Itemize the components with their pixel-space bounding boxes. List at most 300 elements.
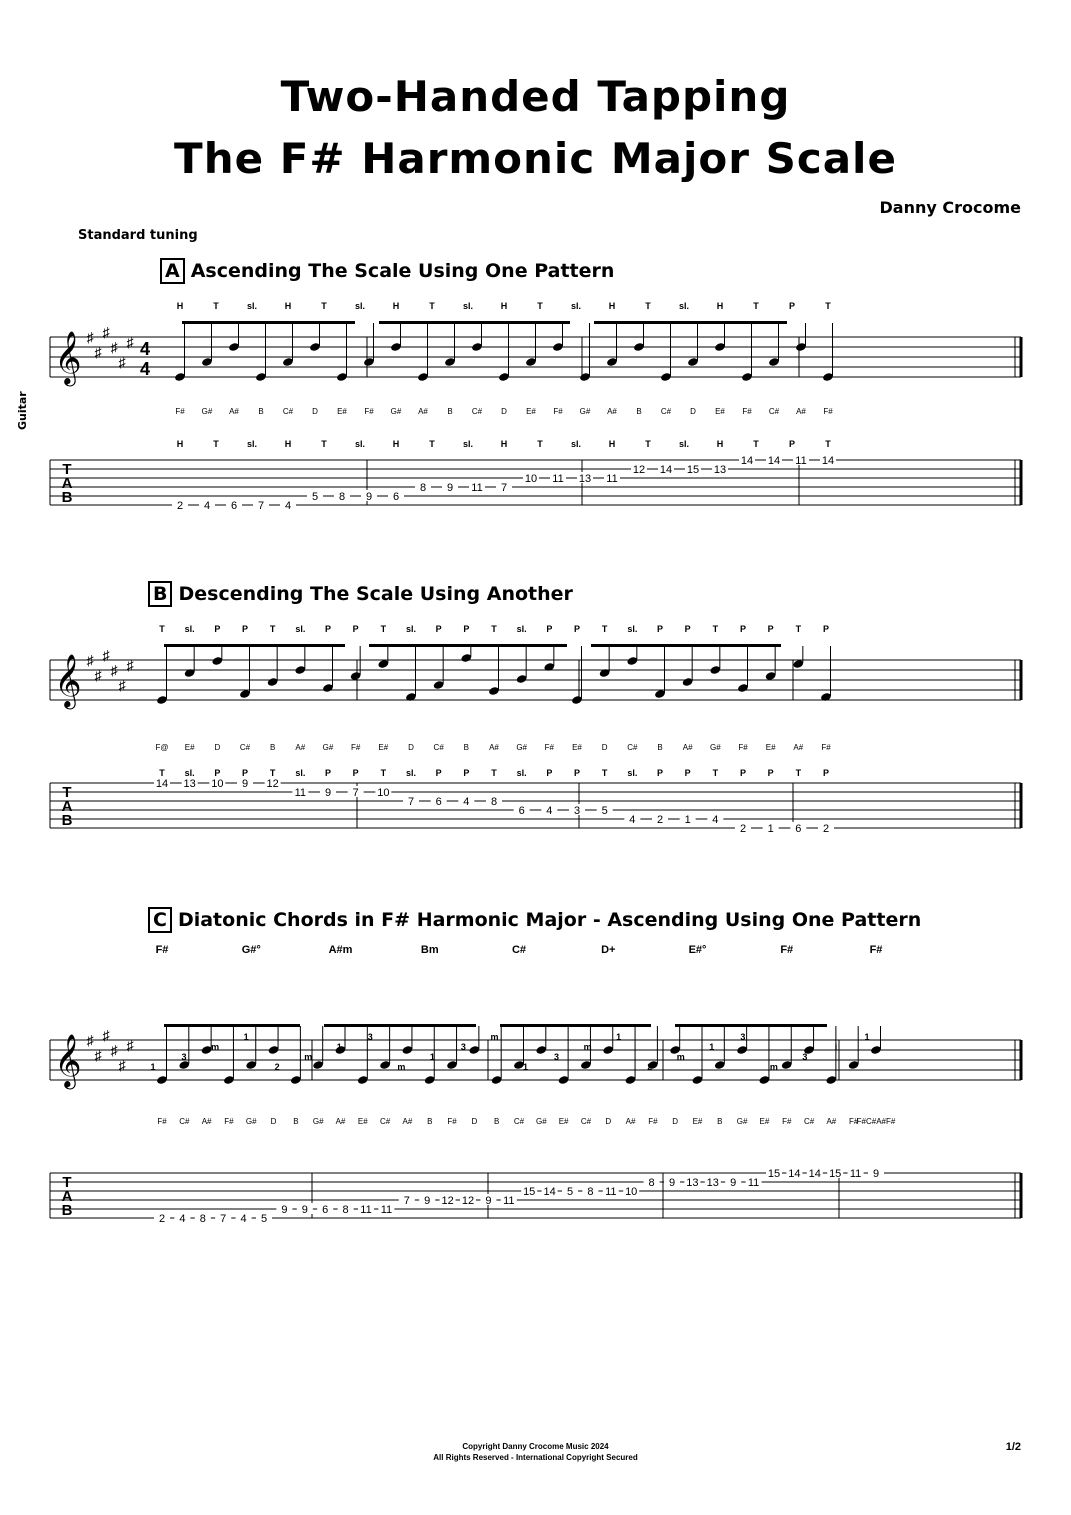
technique-mark: T (645, 439, 651, 449)
treble-clef-icon: 𝄞 (54, 654, 82, 706)
tab-number: 6 (322, 1204, 329, 1216)
tab-number: 9 (241, 778, 249, 790)
note-name: F# (821, 743, 831, 752)
tab-number: 4 (546, 805, 553, 817)
tab-number: 10 (625, 1186, 638, 1198)
tab-number: 5 (566, 1186, 574, 1198)
technique-mark: sl. (516, 768, 527, 778)
note-name: G# (579, 407, 591, 416)
note-name: B (447, 407, 453, 416)
technique-mark-staff: P (739, 624, 747, 634)
fingering: 3 (802, 1052, 808, 1062)
technique-mark-staff: T (601, 624, 608, 634)
beam (500, 1024, 651, 1027)
technique-mark-staff: sl. (295, 624, 306, 634)
tuning: Standard tuning (78, 228, 198, 243)
instrument-label: Guitar (16, 391, 29, 430)
tab-number: 12 (441, 1195, 454, 1207)
note-name: C# (660, 407, 672, 416)
technique-mark: H (284, 439, 292, 449)
note-name: B (269, 743, 276, 752)
chord-name: F# (155, 944, 169, 956)
time-signature-bottom: 4 (139, 359, 151, 379)
technique-mark: sl. (184, 768, 195, 778)
tab-number: 4 (463, 796, 470, 808)
technique-mark: H (608, 439, 616, 449)
tab-number: 8 (648, 1177, 655, 1189)
note-name: G# (312, 1117, 324, 1126)
technique-mark-staff: T (753, 301, 759, 311)
note-name: A# (682, 743, 693, 752)
sharp-icon: ♯ (86, 329, 94, 345)
note-name: F# (175, 407, 185, 416)
note-name: G# (390, 407, 402, 416)
note-name: D (471, 1117, 478, 1126)
note-name: B (636, 407, 642, 416)
technique-mark: P (352, 768, 359, 778)
tab-number: 11 (605, 1186, 617, 1198)
note-name: E# (337, 407, 347, 416)
technique-mark-staff: H (716, 301, 724, 311)
note-name: G# (535, 1117, 547, 1126)
chord-name: A#m (328, 944, 353, 956)
technique-mark: sl. (246, 439, 258, 449)
note-name: F@ (155, 743, 169, 752)
fingering: 1 (709, 1042, 715, 1052)
note-name: C# (627, 743, 638, 752)
tab-number: 9 (668, 1177, 676, 1189)
tab-number: 8 (338, 491, 346, 503)
technique-mark-staff: sl. (516, 624, 527, 634)
chord-name: C# (511, 944, 527, 956)
tab-number: 8 (342, 1204, 349, 1216)
technique-mark: H (716, 439, 724, 449)
tab-number: 7 (407, 796, 415, 808)
note-name: B (427, 1117, 433, 1126)
note-name: A# (229, 407, 239, 416)
tab-number: 11 (360, 1204, 372, 1216)
fingering: m (769, 1062, 778, 1072)
copyright-block (0, 1441, 1071, 1463)
tab-number: 4 (284, 500, 292, 512)
sharp-icon: ♯ (102, 324, 110, 340)
tab-number: 14 (740, 455, 754, 467)
beam (675, 1024, 827, 1027)
technique-mark-staff: T (795, 624, 802, 634)
fingering: 1 (523, 1062, 529, 1072)
sharp-icon: ♯ (110, 1042, 118, 1058)
sharp-icon: ♯ (110, 662, 118, 678)
fingering: m (583, 1042, 592, 1052)
technique-mark-staff: P (352, 624, 359, 634)
note-name: E# (378, 743, 389, 752)
technique-mark-staff: H (176, 301, 184, 311)
technique-mark: P (822, 768, 830, 778)
fingering: 2 (647, 1062, 653, 1072)
fingering: 1 (429, 1052, 435, 1062)
note-name: A# (607, 407, 617, 416)
technique-mark-staff: P (241, 624, 249, 634)
note-name: F# (648, 1117, 658, 1126)
sharp-icon: ♯ (118, 1057, 126, 1073)
technique-mark-staff: P (435, 624, 442, 634)
note-name: E# (184, 743, 195, 752)
tab-number: 8 (419, 482, 427, 494)
technique-mark-staff: P (546, 624, 553, 634)
tab-number: 2 (822, 823, 830, 835)
sharp-icon: ♯ (94, 1047, 102, 1063)
note-name: G# (245, 1117, 257, 1126)
fingering: 1 (616, 1032, 622, 1042)
fingering: 3 (554, 1052, 560, 1062)
technique-mark: T (753, 439, 759, 449)
treble-clef-icon: 𝄞 (54, 1034, 82, 1086)
note-name: C# (179, 1117, 190, 1126)
note-name: E# (715, 407, 725, 416)
note-name: D (601, 743, 608, 752)
tab-number: 6 (435, 796, 442, 808)
note-name: F# (823, 407, 833, 416)
tab-number: 11 (606, 473, 618, 485)
note-name: G# (736, 1117, 748, 1126)
technique-mark: T (491, 768, 497, 778)
tab-clef-b: B (61, 489, 73, 506)
note-name: G# (322, 743, 334, 752)
note-name: F#C#A#F# (856, 1117, 896, 1126)
fingering: i (834, 1042, 838, 1052)
tab-clef-t: T (62, 461, 72, 478)
tab-number: 1 (684, 814, 691, 826)
time-signature-top: 4 (139, 339, 151, 359)
technique-mark-staff: P (656, 624, 664, 634)
note-name: C# (803, 1117, 815, 1126)
sharp-icon: ♯ (118, 677, 126, 693)
tab-number: 2 (158, 1213, 166, 1225)
section-b-title: Descending The Scale Using Another (178, 583, 573, 605)
technique-mark: T (159, 768, 165, 778)
tab-number: 14 (788, 1168, 801, 1180)
tab-number: 1 (767, 823, 774, 835)
note-name: A# (489, 743, 499, 752)
technique-mark: sl. (570, 439, 582, 449)
section-a-title: Ascending The Scale Using One Pattern (190, 260, 615, 282)
technique-mark: H (176, 439, 184, 449)
tab-number: 8 (587, 1186, 594, 1198)
note-name: E# (765, 743, 776, 752)
tab-number: 9 (485, 1195, 492, 1207)
technique-mark: P (656, 768, 664, 778)
note-name: F# (553, 407, 563, 416)
note-name: A# (418, 407, 428, 416)
note-name: F# (224, 1117, 234, 1126)
note-name: A# (201, 1117, 212, 1126)
sharp-icon: ♯ (86, 652, 94, 668)
tab-number: 7 (220, 1213, 227, 1225)
tab-number: 15 (686, 464, 700, 476)
sharp-icon: ♯ (94, 667, 102, 683)
tab-number: 8 (490, 796, 498, 808)
technique-mark-staff: T (537, 301, 543, 311)
tab-clef-t: T (62, 1174, 72, 1191)
technique-mark: T (601, 768, 608, 778)
beam (164, 644, 345, 647)
technique-mark-staff: H (392, 301, 400, 311)
technique-mark: P (684, 768, 691, 778)
chord-name: F# (869, 944, 883, 956)
technique-mark-staff: P (788, 301, 796, 311)
fingering: m (304, 1052, 313, 1062)
note-name: E# (357, 1117, 368, 1126)
note-name: B (657, 743, 663, 752)
beam (369, 644, 567, 647)
fingering: 3 (740, 1032, 746, 1042)
technique-mark: T (269, 768, 276, 778)
system-c (50, 944, 1021, 1225)
note-name: E# (572, 743, 582, 752)
note-name: B (494, 1117, 500, 1126)
tab-number: 8 (199, 1213, 206, 1225)
tab-number: 14 (808, 1168, 821, 1180)
tab-number: 10 (211, 778, 224, 790)
tab-clef-t: T (62, 784, 72, 801)
fingering: 3 (460, 1042, 466, 1052)
tab-number: 13 (713, 464, 727, 476)
technique-mark-staff: T (159, 624, 165, 634)
rights-line: All Rights Reserved - International Copyright Secured (433, 1453, 638, 1462)
sharp-icon: ♯ (126, 334, 134, 350)
tab-number: 13 (686, 1177, 699, 1189)
technique-mark: T (321, 439, 327, 449)
technique-mark-staff: P (822, 624, 830, 634)
tab-clef-a: A (61, 798, 73, 815)
technique-mark: H (500, 439, 508, 449)
sharp-icon: ♯ (126, 1037, 134, 1053)
note-name: F# (849, 1117, 859, 1126)
note-name: C# (282, 407, 294, 416)
treble-clef-icon: 𝄞 (54, 331, 82, 383)
system-a (50, 301, 1021, 512)
technique-mark-staff: P (324, 624, 332, 634)
beam (591, 644, 781, 647)
beam (324, 1024, 476, 1027)
note-name: A# (402, 1117, 413, 1126)
note-name: E# (526, 407, 536, 416)
tab-number: 11 (503, 1195, 515, 1207)
technique-mark: P (324, 768, 332, 778)
technique-mark-staff: T (213, 301, 219, 311)
tab-number: 13 (578, 473, 592, 485)
tab-number: 6 (392, 491, 400, 503)
tab-number: 7 (403, 1195, 410, 1207)
tab-number: 12 (632, 464, 646, 476)
note-name: G# (201, 407, 213, 416)
technique-mark-staff: T (825, 301, 831, 311)
beam (182, 321, 355, 324)
technique-mark: P (767, 768, 774, 778)
tab-number: 5 (311, 491, 319, 503)
tab-number: 9 (424, 1195, 431, 1207)
technique-mark-staff: T (429, 301, 435, 311)
technique-mark-staff: P (767, 624, 774, 634)
tab-number: 4 (203, 500, 211, 512)
tab-number: 9 (281, 1204, 288, 1216)
sharp-icon: ♯ (102, 647, 110, 663)
tab-number: 5 (601, 805, 608, 817)
note-name: A# (796, 407, 806, 416)
technique-mark-staff: P (684, 624, 691, 634)
technique-mark: P (546, 768, 553, 778)
chord-name: G#° (241, 944, 261, 956)
section-a-letter: A (160, 258, 185, 284)
technique-mark: P (435, 768, 442, 778)
technique-mark-staff: sl. (405, 624, 417, 634)
note-name: D (270, 1117, 277, 1126)
technique-mark-staff: sl. (570, 301, 582, 311)
tab-number: 11 (552, 473, 564, 485)
note-name: G# (709, 743, 721, 752)
technique-mark: H (392, 439, 400, 449)
technique-mark-staff: P (214, 624, 221, 634)
tab-number: 4 (629, 814, 636, 826)
technique-mark: P (241, 768, 249, 778)
tab-number: 3 (573, 805, 581, 817)
tab-number: 14 (821, 455, 835, 467)
note-name: C# (239, 743, 251, 752)
tab-number: 15 (829, 1168, 842, 1180)
note-name: B (463, 743, 470, 752)
sharp-icon: ♯ (86, 1032, 94, 1048)
tab-number: 13 (706, 1177, 719, 1189)
tab-number: 2 (656, 814, 664, 826)
note-name: D (501, 407, 507, 416)
technique-mark: sl. (405, 768, 417, 778)
technique-mark-staff: P (463, 624, 470, 634)
tab-number: 11 (795, 455, 807, 467)
tab-number: 11 (849, 1168, 862, 1180)
tab-number: 14 (543, 1186, 556, 1198)
section-c-letter: C (148, 907, 172, 933)
tab-number: 2 (739, 823, 747, 835)
tab-clef-b: B (61, 1202, 73, 1219)
technique-mark-staff: T (491, 624, 497, 634)
tab-number: 9 (365, 491, 373, 503)
chord-name: D+ (601, 944, 616, 956)
tab-number: 11 (747, 1177, 760, 1189)
title-line-2: The F# Harmonic Major Scale (174, 134, 897, 183)
note-name: F# (738, 743, 748, 752)
chord-name: F# (780, 944, 794, 956)
note-name: E# (692, 1117, 703, 1126)
note-name: C# (433, 743, 444, 752)
technique-mark: T (213, 439, 219, 449)
sharp-icon: ♯ (126, 657, 134, 673)
technique-mark-staff: H (284, 301, 292, 311)
fingering: 1 (243, 1032, 249, 1042)
technique-mark-staff: H (500, 301, 508, 311)
system-b (50, 624, 1021, 835)
technique-mark-staff: sl. (627, 624, 638, 634)
fingering: 1 (336, 1042, 342, 1052)
section-b-letter: B (148, 581, 172, 607)
tab-number: 4 (240, 1213, 247, 1225)
note-name: A# (826, 1117, 837, 1126)
fingering: 1 (864, 1032, 870, 1042)
tab-number: 11 (471, 482, 483, 494)
note-name: C# (580, 1117, 592, 1126)
tab-number: 14 (155, 778, 169, 790)
tab-number: 10 (524, 473, 538, 485)
tab-clef-a: A (61, 475, 73, 492)
fingering: 3 (181, 1052, 187, 1062)
chord-name: E#° (688, 944, 707, 956)
beam (164, 1024, 300, 1027)
tab-number: 10 (377, 787, 390, 799)
tab-number: 9 (301, 1204, 308, 1216)
technique-mark-staff: T (645, 301, 651, 311)
technique-mark-staff: H (608, 301, 616, 311)
tab-number: 5 (260, 1213, 268, 1225)
technique-mark-staff: T (712, 624, 719, 634)
technique-mark: T (795, 768, 802, 778)
technique-mark: sl. (462, 439, 474, 449)
technique-mark: T (712, 768, 719, 778)
page-number: 1/2 (1005, 1441, 1021, 1453)
note-name: B (293, 1117, 299, 1126)
note-name: C# (380, 1117, 391, 1126)
beam (594, 321, 787, 324)
tab-clef-b: B (61, 812, 73, 829)
note-name: F# (544, 743, 555, 752)
tab-number: 6 (230, 500, 238, 512)
technique-mark: sl. (354, 439, 366, 449)
fingering: 1 (150, 1062, 156, 1072)
technique-mark: P (573, 768, 581, 778)
note-name: D (312, 407, 318, 416)
tab-number: 6 (795, 823, 802, 835)
tab-number: 4 (179, 1213, 186, 1225)
note-name: B (717, 1117, 723, 1126)
note-name: A# (335, 1117, 346, 1126)
note-name: C# (768, 407, 780, 416)
note-name: F# (742, 407, 752, 416)
technique-mark: T (429, 439, 435, 449)
tab-number: 12 (461, 1195, 475, 1207)
note-name: A# (295, 743, 306, 752)
tab-number: 11 (294, 787, 307, 799)
technique-mark: T (380, 768, 387, 778)
sharp-icon: ♯ (118, 354, 126, 370)
technique-mark: sl. (627, 768, 638, 778)
note-name: C# (513, 1117, 525, 1126)
note-name: F# (782, 1117, 792, 1126)
fingering: m (211, 1042, 220, 1052)
tab-number: 9 (446, 482, 454, 494)
note-name: F# (350, 743, 361, 752)
fingering: 3 (367, 1032, 373, 1042)
technique-mark: T (537, 439, 543, 449)
fingering: m (490, 1032, 499, 1042)
fingering: 2 (274, 1062, 280, 1072)
technique-mark: P (788, 439, 796, 449)
tab-number: 4 (712, 814, 719, 826)
technique-mark: sl. (295, 768, 306, 778)
chord-name: Bm (420, 944, 439, 956)
title-line-1: Two-Handed Tapping (280, 72, 791, 121)
technique-mark-staff: P (573, 624, 581, 634)
technique-mark-staff: sl. (678, 301, 690, 311)
tab-number: 7 (500, 482, 508, 494)
tab-number: 9 (872, 1168, 880, 1180)
